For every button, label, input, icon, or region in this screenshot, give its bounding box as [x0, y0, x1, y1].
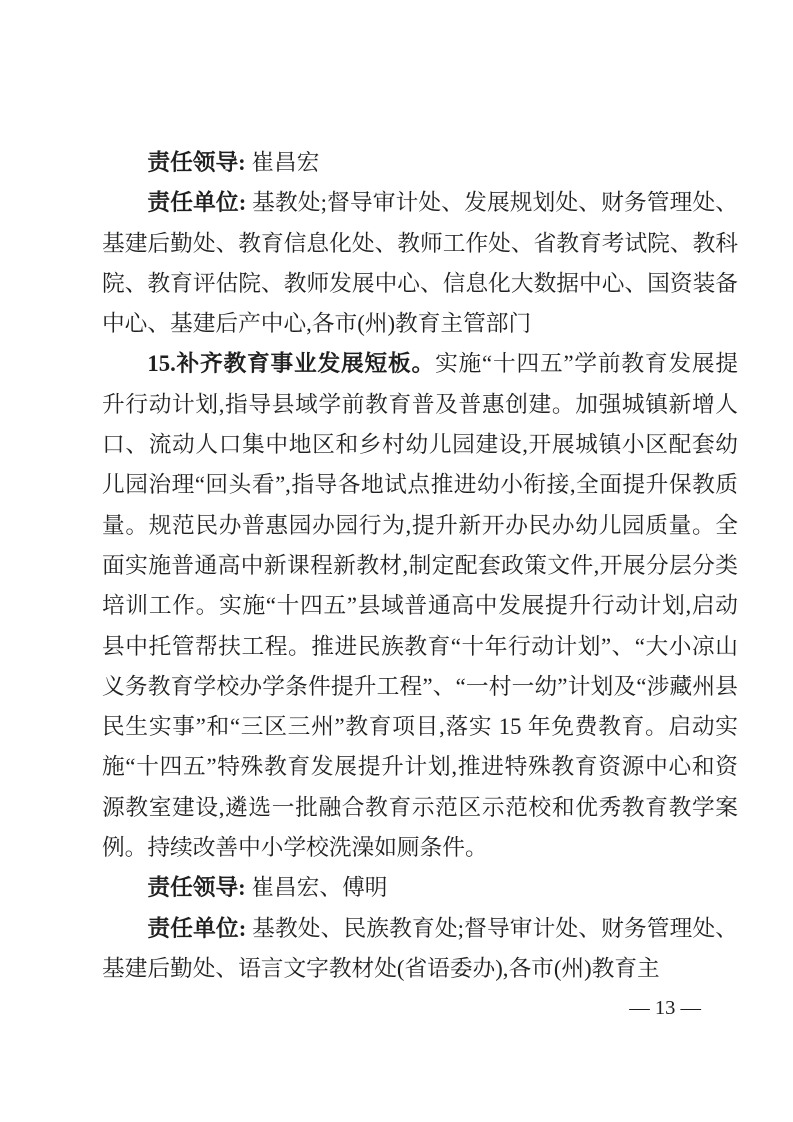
section-15-heading: 15.补齐教育事业发展短板。 [147, 351, 436, 377]
page-number: — 13 — [629, 997, 701, 1019]
section-15-body: 实施“十四五”学前教育发展提升行动计划,指导县域学前教育普及普惠创建。加强城镇新增人口、流动人口集中地区和乡村幼儿园建设,开展城镇小区配套幼儿园治理“回头看”,指导各地试点推进幼小衔接,全面提升保教质量。规范民办普惠园办园行为,提升新开办民办幼儿园质量。全面实施普通高中新课程新教材,制定配套政策文件,开展分层分类培训工作。实施“十四五”县域普通高中发展提升行动计划,启动县中托管帮扶工程。推进民族教育“十年行动计划”、“大小凉山义务教育学校办学条件提升工程”、“一村一幼”计划及“涉藏州县民生实事”和“三区三州”教育项目,落实 15 年免费教育。启动实施“十四五”特殊教育发展提升计划,推进特殊教育资源中心和资源教室建设,遴选一批融合教育示范区示范校和优秀教育教学案例。持续改善中小学校洗澡如厕条件。 [102, 351, 739, 861]
field-value-responsible-unit: 基教处、民族教育处;督导审计处、财务管理处、基建后勤处、语言文字教材处(省语委办),各市(州)教育主 [102, 915, 738, 981]
field-label-responsible-unit: 责任单位: [147, 190, 247, 216]
paragraph-responsible-leader-2 [102, 868, 738, 908]
paragraph-responsible-leader-1 [102, 143, 738, 183]
paragraph-responsible-unit-1 [102, 183, 738, 344]
paragraph-responsible-unit-2 [102, 909, 738, 990]
field-value-responsible-leader: 崔昌宏 [251, 150, 320, 175]
field-value-responsible-unit: 基教处;督导审计处、发展规划处、财务管理处、基建后勤处、教育信息化处、教师工作处、省教育考试院、教科院、教育评估院、教师发展中心、信息化大数据中心、国资装备中心、基建后产中心,各市(州)教育主管部门 [102, 190, 738, 337]
document-body [102, 143, 738, 989]
field-label-responsible-leader: 责任领导: [147, 150, 246, 175]
field-value-responsible-leader: 崔昌宏、傅明 [251, 875, 388, 901]
paragraph-section-15 [102, 344, 738, 868]
field-label-responsible-unit: 责任单位: [147, 915, 247, 941]
field-label-responsible-leader: 责任领导: [147, 875, 246, 901]
